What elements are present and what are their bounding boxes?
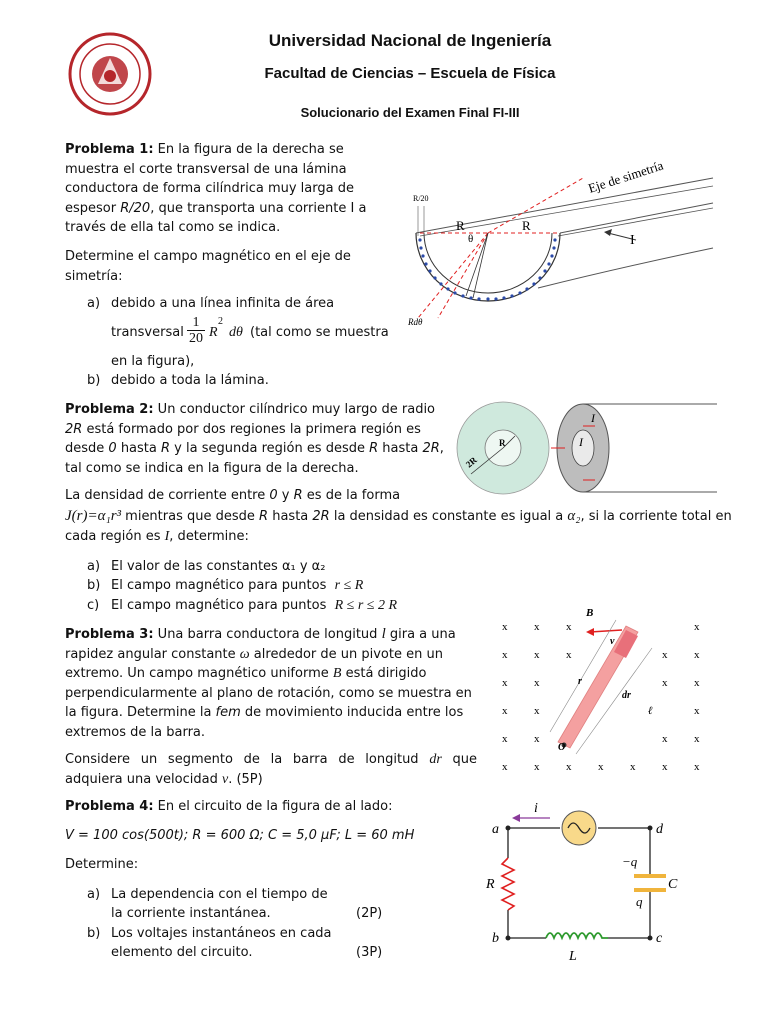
svg-text:x: x xyxy=(534,761,540,773)
p1-item-a-line3: en la figura), xyxy=(111,354,195,369)
p4-item-a-points: (2P) xyxy=(356,906,383,921)
fig4-node-d: d xyxy=(656,822,663,837)
fig1-rdtheta: Rdθ xyxy=(408,317,423,327)
fig1-axis-label: Eje de simetría xyxy=(586,157,666,196)
svg-text:x: x xyxy=(694,705,700,717)
p2-density-line2: J(r)=α₁r³ mientras que desde R hasta 2R la densidad es constante es igual a α₂, si la corriente total en xyxy=(65,508,732,524)
fig1-current-label: I xyxy=(630,233,635,248)
svg-text:x: x xyxy=(534,649,540,661)
p4-item-b-line2: elemento del circuito. xyxy=(111,945,253,960)
fig4-node-c: c xyxy=(656,931,663,946)
svg-text:x: x xyxy=(534,677,540,689)
current-dots xyxy=(418,238,556,300)
svg-text:x: x xyxy=(502,733,508,745)
fig4-charge-pos: q xyxy=(636,894,643,909)
svg-text:x: x xyxy=(502,677,508,689)
p4-item-b-letter: b) xyxy=(87,926,101,941)
svg-text:x: x xyxy=(566,621,572,633)
fig3-dr-label: dr xyxy=(622,690,631,701)
university-name: Universidad Nacional de Ingeniería xyxy=(268,31,552,50)
problem-1-label: Problema 1: xyxy=(65,142,154,157)
problem-2-label: Problema 2: xyxy=(65,402,154,417)
problem-3-hint: Considere un segmento de la barra de longitud dr que adquiera una velocidad v. (5P) xyxy=(65,752,477,787)
p2-item-c-letter: c) xyxy=(87,598,100,613)
p4-item-a-line1: La dependencia con el tiempo de xyxy=(111,887,328,902)
problem-1-question: Determine el campo magnético en el eje de simetría: xyxy=(65,249,351,284)
p2-item-b: El campo magnético para puntos r ≤ R xyxy=(111,578,364,593)
svg-text:x: x xyxy=(630,761,636,773)
university-seal xyxy=(68,32,152,116)
fig4-current-label: i xyxy=(534,801,538,816)
svg-text:x: x xyxy=(566,649,572,661)
svg-text:x: x xyxy=(534,621,540,633)
p1-item-a-line2: transversal 1 20 R 2 dθ (tal como se muestra xyxy=(111,315,389,346)
svg-text:x: x xyxy=(534,733,540,745)
svg-text:x: x xyxy=(502,649,508,661)
fig4-inductor-label: L xyxy=(569,949,577,964)
svg-text:x: x xyxy=(662,733,668,745)
problem-3-statement: Problema 3: Una barra conductora de longitud l gira a una rapidez angular constante ω alrededor de un pivote en un extremo. Un campo magnético uniforme B está dirigido perpendicularmente al plano de rotación, como se muestra en la figura. Determine la fem de movimiento inducida entre los extremos de la barra. xyxy=(65,626,472,740)
fig3-B-label: B xyxy=(586,607,594,619)
problem-3-label: Problema 3: xyxy=(65,627,154,642)
fig4-capacitor-label: C xyxy=(668,877,678,892)
fig3-v-label: v xyxy=(610,636,615,647)
p2-density-line3: cada región es I, determine: xyxy=(65,529,249,544)
p1-item-a-line1: debido a una línea infinita de área xyxy=(111,296,335,311)
fig1-r20-label: R/20 xyxy=(413,194,429,203)
p2-item-a-letter: a) xyxy=(87,559,101,574)
problem-4-statement: Problema 4: En el circuito de la figura de al lado: xyxy=(65,799,393,814)
problem-3-figure xyxy=(490,604,715,784)
svg-text:x: x xyxy=(502,621,508,633)
p4-item-b-points: (3P) xyxy=(356,945,383,960)
problem-4-determine: Determine: xyxy=(65,857,139,872)
p4-item-b-line1: Los voltajes instantáneos en cada xyxy=(111,926,332,941)
p2-density-line1: La densidad de corriente entre 0 y R es de la forma xyxy=(65,488,401,503)
problem-2-figure xyxy=(455,400,720,498)
p4-item-a-letter: a) xyxy=(87,887,101,902)
svg-text:x: x xyxy=(694,733,700,745)
fig2-inner-radius: R xyxy=(499,438,506,448)
svg-text:x: x xyxy=(662,761,668,773)
faculty-name: Facultad de Ciencias – Escuela de Física xyxy=(264,65,556,82)
p2-item-a: El valor de las constantes α₁ y α₂ xyxy=(111,559,326,574)
fig3-O-label: O xyxy=(558,742,566,753)
p2-item-b-letter: b) xyxy=(87,578,101,593)
problem-4-label: Problema 4: xyxy=(65,799,154,814)
fig4-charge-neg: −q xyxy=(622,854,638,869)
svg-text:x: x xyxy=(694,621,700,633)
p1-item-b-letter: b) xyxy=(87,373,101,388)
fig4-node-a: a xyxy=(492,822,499,837)
p4-item-a-line2: la corriente instantánea. xyxy=(111,906,271,921)
current-density-formula: J(r)=α₁r³ xyxy=(65,508,122,524)
fig4-node-b: b xyxy=(492,931,499,946)
fig4-resistor-label: R xyxy=(486,877,495,892)
fig3-r-label: r xyxy=(578,676,582,687)
svg-text:x: x xyxy=(502,761,508,773)
exam-title: Solucionario del Examen Final FI-III xyxy=(300,105,520,120)
problem-4-figure xyxy=(480,798,695,968)
p2-item-c: El campo magnético para puntos R ≤ r ≤ 2 R xyxy=(111,598,398,613)
fig2-current-inner: I xyxy=(579,435,583,449)
svg-text:x: x xyxy=(694,677,700,689)
p1-item-a-letter: a) xyxy=(87,296,101,311)
fig1-theta: θ xyxy=(468,233,474,245)
svg-text:x: x xyxy=(502,705,508,717)
fraction: 1 20 xyxy=(189,315,203,346)
magnetic-field-crosses xyxy=(502,621,700,773)
problem-4-values: V = 100 cos(500t); R = 600 Ω; C = 5,0 μF; L = 60 mH xyxy=(65,828,415,843)
svg-text:x: x xyxy=(694,761,700,773)
fig3-l-label: ℓ xyxy=(648,705,653,717)
svg-text:x: x xyxy=(662,677,668,689)
problem-1-figure xyxy=(398,148,718,338)
svg-text:x: x xyxy=(566,761,572,773)
svg-text:x: x xyxy=(534,705,540,717)
fig1-radius-left: R xyxy=(456,218,465,233)
fig1-radius-right: R xyxy=(522,218,531,233)
svg-text:x: x xyxy=(598,761,604,773)
problem-2-statement: Problema 2: Un conductor cilíndrico muy largo de radio 2R está formado por dos regiones la primera región es desde 0 hasta R y la segunda región es desde R hasta 2R, tal como se indica en la figura de la derecha. xyxy=(65,402,444,476)
problem-1-statement: Problema 1: En la figura de la derecha se muestra el corte transversal de una lámina conductora de forma cilíndrica muy larga de espesor R/20, que transporta una corriente I a través de ella tal como se indica. xyxy=(65,142,367,235)
fig2-current-outer: I xyxy=(591,411,595,425)
fig2-outer-radius: 2R xyxy=(463,454,479,470)
p1-item-b: debido a toda la lámina. xyxy=(111,373,269,388)
svg-text:x: x xyxy=(694,649,700,661)
svg-text:x: x xyxy=(662,649,668,661)
